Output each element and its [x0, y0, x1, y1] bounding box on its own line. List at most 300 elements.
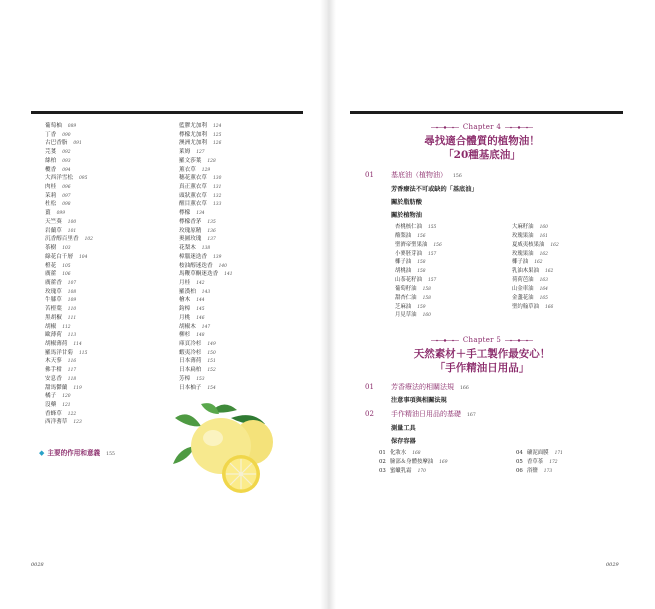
index-entry	[45, 183, 93, 192]
item-page: 158	[422, 286, 431, 292]
item-name: 胡椒薄荷	[45, 340, 68, 347]
ornament-icon	[431, 338, 459, 343]
index-entry	[45, 418, 93, 427]
section-page: 156	[453, 174, 462, 179]
index-entry	[45, 401, 93, 410]
item-page: 145	[196, 307, 205, 313]
item-number: 04	[516, 450, 523, 456]
item-name: 山金車油	[512, 285, 534, 292]
product-entry	[379, 467, 448, 476]
item-page: 173	[543, 469, 553, 474]
index-entry	[45, 122, 93, 131]
index-entry	[179, 323, 233, 332]
item-name: 椰子油	[395, 259, 412, 266]
item-name: 欖香	[45, 166, 57, 173]
item-name: 日本扁柏	[179, 367, 202, 374]
index-entry	[179, 296, 233, 305]
item-page: 116	[67, 359, 77, 365]
item-page: 162	[544, 269, 554, 275]
index-entry	[179, 174, 233, 183]
item-page: 158	[417, 260, 426, 266]
section-label: 主要的作用和意義	[47, 449, 101, 457]
item-name: 玫瑰果油	[512, 250, 534, 257]
item-name: 蜜蠟乳霜	[390, 468, 412, 474]
ch5-sub-1: 注意事項與相關法規	[391, 397, 447, 404]
item-number: 06	[516, 468, 523, 474]
item-name: 芫荽	[45, 149, 57, 156]
item-name: 胡椒	[45, 323, 57, 330]
item-name: 廣藿	[45, 271, 57, 278]
item-name: 羅漢柏	[179, 288, 196, 295]
item-name: 香蜂草	[45, 410, 62, 417]
index-entry	[179, 305, 233, 314]
index-entry	[179, 331, 233, 340]
item-page: 151	[207, 359, 216, 365]
item-name: 馬鞭草酮迷迭香	[179, 271, 219, 278]
product-entry	[379, 458, 448, 467]
lemon-slice-core	[239, 472, 243, 476]
item-page: 115	[78, 350, 88, 356]
section-heading-left	[39, 447, 115, 457]
item-page: 113	[67, 333, 77, 339]
index-entry	[45, 192, 93, 201]
item-name: 荷荷芭油	[512, 277, 534, 284]
item-name: 胡桃油	[395, 268, 412, 275]
item-page: 162	[550, 242, 559, 248]
top-rule-right	[350, 111, 623, 114]
index-entry	[179, 279, 233, 288]
item-name: 山茶花籽油	[395, 277, 422, 284]
ornament-icon	[431, 125, 459, 130]
item-name: 柳杉	[179, 332, 191, 339]
item-name: 真正薰衣草	[179, 184, 207, 191]
item-name: 酪梨油	[395, 232, 412, 239]
item-name: 醒目薰衣草	[179, 201, 207, 208]
chapter5-label-text: Chapter 5	[462, 336, 502, 344]
item-name: 木天蓼	[45, 358, 62, 365]
folio-right: 0029	[606, 562, 619, 568]
item-number: 02	[379, 459, 386, 465]
item-page: 154	[207, 385, 216, 391]
index-entry	[179, 235, 233, 244]
chapter4-label	[350, 123, 614, 131]
item-page: 162	[534, 260, 543, 266]
item-name: 日本柚子	[179, 384, 202, 391]
item-page: 126	[212, 141, 222, 147]
item-page: 122	[67, 411, 77, 417]
oil-entry	[395, 303, 442, 312]
item-page: 107	[67, 280, 77, 286]
item-page: 160	[422, 313, 431, 319]
item-name: 花梨木	[179, 245, 196, 252]
item-name: 蝦夷冷杉	[179, 349, 202, 356]
item-page: 111	[67, 315, 77, 321]
section-page: 167	[467, 413, 476, 418]
item-page: 089	[67, 124, 77, 129]
item-name: 小麥胚芽油	[395, 250, 422, 257]
item-name: 香草茶	[527, 459, 544, 465]
item-page: 152	[207, 368, 216, 374]
index-entry	[179, 131, 233, 140]
oil-entry	[395, 258, 442, 267]
chapter5-title	[350, 347, 614, 375]
item-page: 127	[196, 150, 205, 156]
bullet-icon: ◆	[39, 448, 45, 457]
item-page: 109	[67, 298, 77, 304]
oil-list-left	[395, 223, 442, 320]
product-list-left	[379, 449, 448, 476]
ch4-sub-1: 芳香療法不可或缺的「基底油」	[391, 186, 478, 193]
index-entry	[179, 218, 233, 227]
item-page: 143	[201, 289, 211, 295]
item-name: 萊姆	[179, 149, 191, 156]
ch5-section-02	[365, 409, 476, 419]
item-name: 橙花	[45, 262, 57, 269]
oil-entry	[512, 250, 559, 259]
item-page: 158	[417, 269, 426, 275]
item-name: 檸檬尤加利	[179, 131, 207, 138]
item-page: 147	[201, 324, 211, 330]
item-page: 155	[427, 225, 437, 230]
item-name: 檸檬	[179, 210, 191, 217]
book-gutter	[320, 0, 336, 609]
ch4-sub-2: 關於脂肪酸	[391, 199, 422, 206]
index-entry	[179, 200, 233, 209]
item-page: 091	[73, 141, 82, 147]
index-entry	[45, 166, 93, 175]
item-name: 薰衣草	[179, 166, 196, 173]
lemon-highlight	[203, 430, 223, 446]
index-entry	[179, 209, 233, 218]
item-name: 杜松	[45, 201, 57, 208]
index-entry	[45, 227, 93, 236]
index-entry	[45, 331, 93, 340]
item-name: 臉部＆身體按摩油	[390, 459, 434, 465]
item-name: 橘子	[45, 393, 57, 400]
index-entry	[179, 314, 233, 323]
item-page: 130	[212, 176, 222, 182]
index-entry	[45, 157, 93, 166]
oil-entry	[395, 223, 442, 232]
item-name: 廣藿香	[45, 279, 62, 286]
item-page: 170	[417, 469, 426, 474]
item-number: 01	[379, 450, 386, 456]
product-list-right	[516, 449, 563, 476]
index-entry	[45, 209, 93, 218]
index-entry	[179, 253, 233, 262]
item-page: 159	[417, 304, 426, 310]
item-page: 134	[196, 211, 205, 217]
item-name: 玫瑰果油	[512, 232, 534, 239]
item-page: 098	[62, 202, 71, 208]
oil-list-right	[512, 223, 559, 311]
oil-entry	[395, 294, 442, 303]
index-entry	[45, 244, 93, 253]
item-name: 庫頁冷杉	[179, 340, 202, 347]
oil-entry	[512, 267, 559, 276]
item-page: 137	[207, 237, 216, 243]
index-entry	[45, 235, 93, 244]
index-entry	[179, 375, 233, 384]
leaf	[201, 403, 219, 414]
item-page: 162	[539, 251, 548, 257]
item-page: 146	[196, 315, 205, 321]
item-name: 大麻籽油	[512, 224, 534, 230]
item-name: 玫瑰草	[45, 288, 62, 295]
section-title: 芳香療法的相關法規	[391, 383, 454, 391]
item-name: 夏威夷核果油	[512, 241, 545, 248]
item-name: 芳樟	[179, 375, 191, 382]
top-rule-left	[31, 111, 303, 114]
index-entry	[179, 340, 233, 349]
oil-entry	[512, 241, 559, 250]
item-name: 肉桂	[45, 184, 57, 191]
item-name: 桉油醇迷迭香	[179, 262, 213, 269]
item-name: 聖約翰草油	[512, 303, 539, 310]
item-name: 樟腦迷迭香	[179, 253, 207, 260]
item-number: 05	[516, 459, 523, 465]
item-name: 沒藥	[45, 402, 57, 408]
item-page: 120	[62, 394, 71, 400]
index-entry	[45, 288, 93, 297]
item-name: 藍膠尤加利	[179, 123, 207, 129]
folio-left: 0028	[31, 562, 44, 568]
item-name: 聖濟帝聖果油	[395, 241, 428, 248]
item-page: 138	[201, 246, 211, 252]
item-page: 114	[73, 341, 82, 347]
item-name: 天竺葵	[45, 218, 62, 225]
item-name: 椰子油	[512, 259, 529, 266]
chapter5-title-line1: 天然素材＋手工製作最安心！	[413, 348, 551, 360]
item-page: 139	[212, 254, 222, 260]
item-page: 094	[62, 167, 71, 173]
item-page: 125	[212, 132, 222, 138]
index-entry	[179, 166, 233, 175]
section-page: 155	[106, 452, 115, 457]
item-name: 月桂	[179, 279, 191, 286]
item-name: 古巴香脂	[45, 140, 68, 147]
item-page: 160	[539, 225, 548, 230]
index-entry	[45, 323, 93, 332]
index-entry	[179, 270, 233, 279]
index-entry	[45, 139, 93, 148]
index-entry	[179, 357, 233, 366]
item-name: 鈞樟	[179, 306, 191, 313]
oil-entry	[512, 232, 559, 241]
item-name: 羅馬洋甘菊	[45, 349, 73, 356]
item-name: 日本薄荷	[179, 358, 202, 365]
item-name: 杏桃核仁油	[395, 224, 422, 230]
item-page: 092	[62, 150, 71, 156]
chapter4-title-line2: 「20種基底油」	[443, 149, 521, 161]
chapter5-title-line2: 「手作精油日用品」	[434, 362, 530, 374]
item-name: 檸檬香茅	[179, 218, 202, 225]
oil-entry	[395, 267, 442, 276]
item-name: 化妝水	[390, 450, 407, 456]
item-name: 岩蘭草	[45, 227, 62, 234]
ornament-icon	[505, 125, 533, 130]
item-page: 129	[201, 167, 211, 173]
oil-entry	[512, 294, 559, 303]
item-page: 100	[67, 219, 77, 225]
chapter4-title	[350, 134, 614, 162]
index-entry	[179, 288, 233, 297]
index-entry	[45, 314, 93, 323]
item-name: 澳洲尤加利	[179, 140, 207, 147]
oil-entry	[395, 232, 442, 241]
product-entry	[516, 449, 563, 458]
leaf	[175, 414, 201, 426]
chapter4-label-text: Chapter 4	[462, 123, 502, 131]
item-name: 甜杏仁油	[395, 294, 417, 301]
ch5-sub-2: 測量工具	[391, 425, 416, 432]
item-name: 葡萄籽油	[395, 285, 417, 292]
item-page: 104	[78, 254, 88, 260]
item-name: 牛膝草	[45, 297, 62, 304]
item-name: 苦橙葉	[45, 306, 62, 313]
index-entry	[45, 366, 93, 375]
item-page: 112	[62, 324, 71, 330]
chapter4-title-line1: 尋找適合體質的植物油！	[424, 135, 540, 147]
index-entry	[45, 296, 93, 305]
item-page: 106	[62, 272, 71, 278]
index-entry	[45, 349, 93, 358]
item-page: 132	[212, 193, 222, 199]
oil-entry	[512, 223, 559, 232]
index-entry	[45, 262, 93, 271]
index-entry	[179, 349, 233, 358]
item-number: 03	[379, 468, 386, 474]
item-page: 093	[62, 158, 71, 164]
item-page: 131	[212, 185, 222, 191]
ch5-sub-3: 保存容器	[391, 438, 416, 445]
index-entry	[45, 218, 93, 227]
oil-entry	[395, 311, 442, 320]
index-entry	[45, 131, 93, 140]
index-entry	[179, 366, 233, 375]
item-page: 166	[544, 304, 554, 310]
item-page: 142	[196, 280, 205, 286]
index-entry	[179, 157, 233, 166]
item-page: 156	[433, 242, 442, 248]
index-entry	[45, 410, 93, 419]
item-name: 月桃	[179, 314, 191, 321]
item-name: 礦泥面膜	[527, 450, 549, 456]
item-page: 172	[549, 460, 558, 465]
item-page: 119	[73, 385, 82, 391]
item-page: 149	[207, 341, 216, 347]
index-entry	[179, 227, 233, 236]
item-page: 144	[196, 298, 205, 304]
index-column-1	[45, 122, 93, 427]
item-page: 096	[62, 185, 71, 191]
index-entry	[179, 148, 233, 157]
item-page: 095	[78, 176, 88, 182]
index-entry	[45, 279, 93, 288]
item-name: 佛手柑	[45, 367, 62, 374]
item-name: 沉香醇百里香	[45, 236, 79, 243]
item-page: 158	[422, 295, 431, 301]
oil-entry	[512, 303, 559, 312]
chapter5-label	[350, 336, 614, 344]
oil-entry	[395, 276, 442, 285]
product-entry	[379, 449, 448, 458]
item-page: 101	[67, 228, 77, 234]
index-entry	[45, 270, 93, 279]
item-name: 芝麻油	[395, 303, 412, 310]
item-page: 117	[67, 368, 77, 374]
item-page: 128	[207, 158, 216, 164]
item-name: 大西洋雪松	[45, 175, 73, 182]
section-title: 基底油（植物油）	[391, 171, 447, 179]
item-page: 148	[196, 333, 205, 339]
item-page: 090	[62, 132, 71, 138]
item-page: 157	[427, 251, 437, 257]
item-name: 奧圖玫瑰	[179, 236, 202, 243]
item-page: 164	[539, 286, 548, 292]
item-name: 頭狀薰衣草	[179, 192, 207, 199]
item-page: 156	[417, 233, 426, 239]
section-page: 166	[460, 386, 469, 391]
item-name: 浴鹽	[527, 468, 538, 474]
ch4-section-01	[365, 170, 462, 180]
index-entry	[45, 375, 93, 384]
oil-entry	[512, 276, 559, 285]
item-name: 葡萄柚	[45, 123, 62, 129]
item-page: 133	[212, 202, 222, 208]
item-page: 135	[207, 219, 216, 225]
item-page: 124	[212, 124, 222, 129]
index-entry	[45, 340, 93, 349]
index-entry	[179, 384, 233, 393]
item-page: 153	[196, 376, 205, 382]
ornament-icon	[505, 338, 533, 343]
index-entry	[45, 148, 93, 157]
item-page: 140	[218, 263, 227, 269]
item-name: 薑	[45, 210, 51, 217]
item-page: 099	[56, 211, 65, 217]
index-entry	[45, 392, 93, 401]
index-entry	[179, 183, 233, 192]
oil-entry	[395, 250, 442, 259]
index-entry	[179, 262, 233, 271]
oil-entry	[395, 241, 442, 250]
item-page: 161	[539, 233, 548, 239]
item-page: 103	[62, 246, 71, 252]
ch5-section-01	[365, 382, 469, 392]
item-page: 097	[62, 193, 71, 199]
item-name: 乳油木果油	[512, 268, 539, 275]
item-name: 羅文莎葉	[179, 157, 202, 164]
item-name: 黑胡椒	[45, 314, 62, 321]
item-page: 169	[439, 460, 448, 465]
lemon-illustration	[171, 402, 283, 494]
item-name: 胡椒木	[179, 323, 196, 330]
index-entry	[179, 139, 233, 148]
index-entry	[179, 244, 233, 253]
item-page: 163	[539, 278, 548, 284]
item-name: 綠花白千層	[45, 253, 73, 260]
item-page: 110	[67, 307, 77, 313]
item-page: 108	[67, 289, 77, 295]
item-page: 105	[62, 263, 71, 269]
index-entry	[45, 305, 93, 314]
item-page: 123	[73, 420, 82, 426]
item-page: 141	[224, 272, 233, 278]
index-entry	[45, 200, 93, 209]
section-number: 01	[365, 383, 374, 391]
index-entry	[45, 253, 93, 262]
